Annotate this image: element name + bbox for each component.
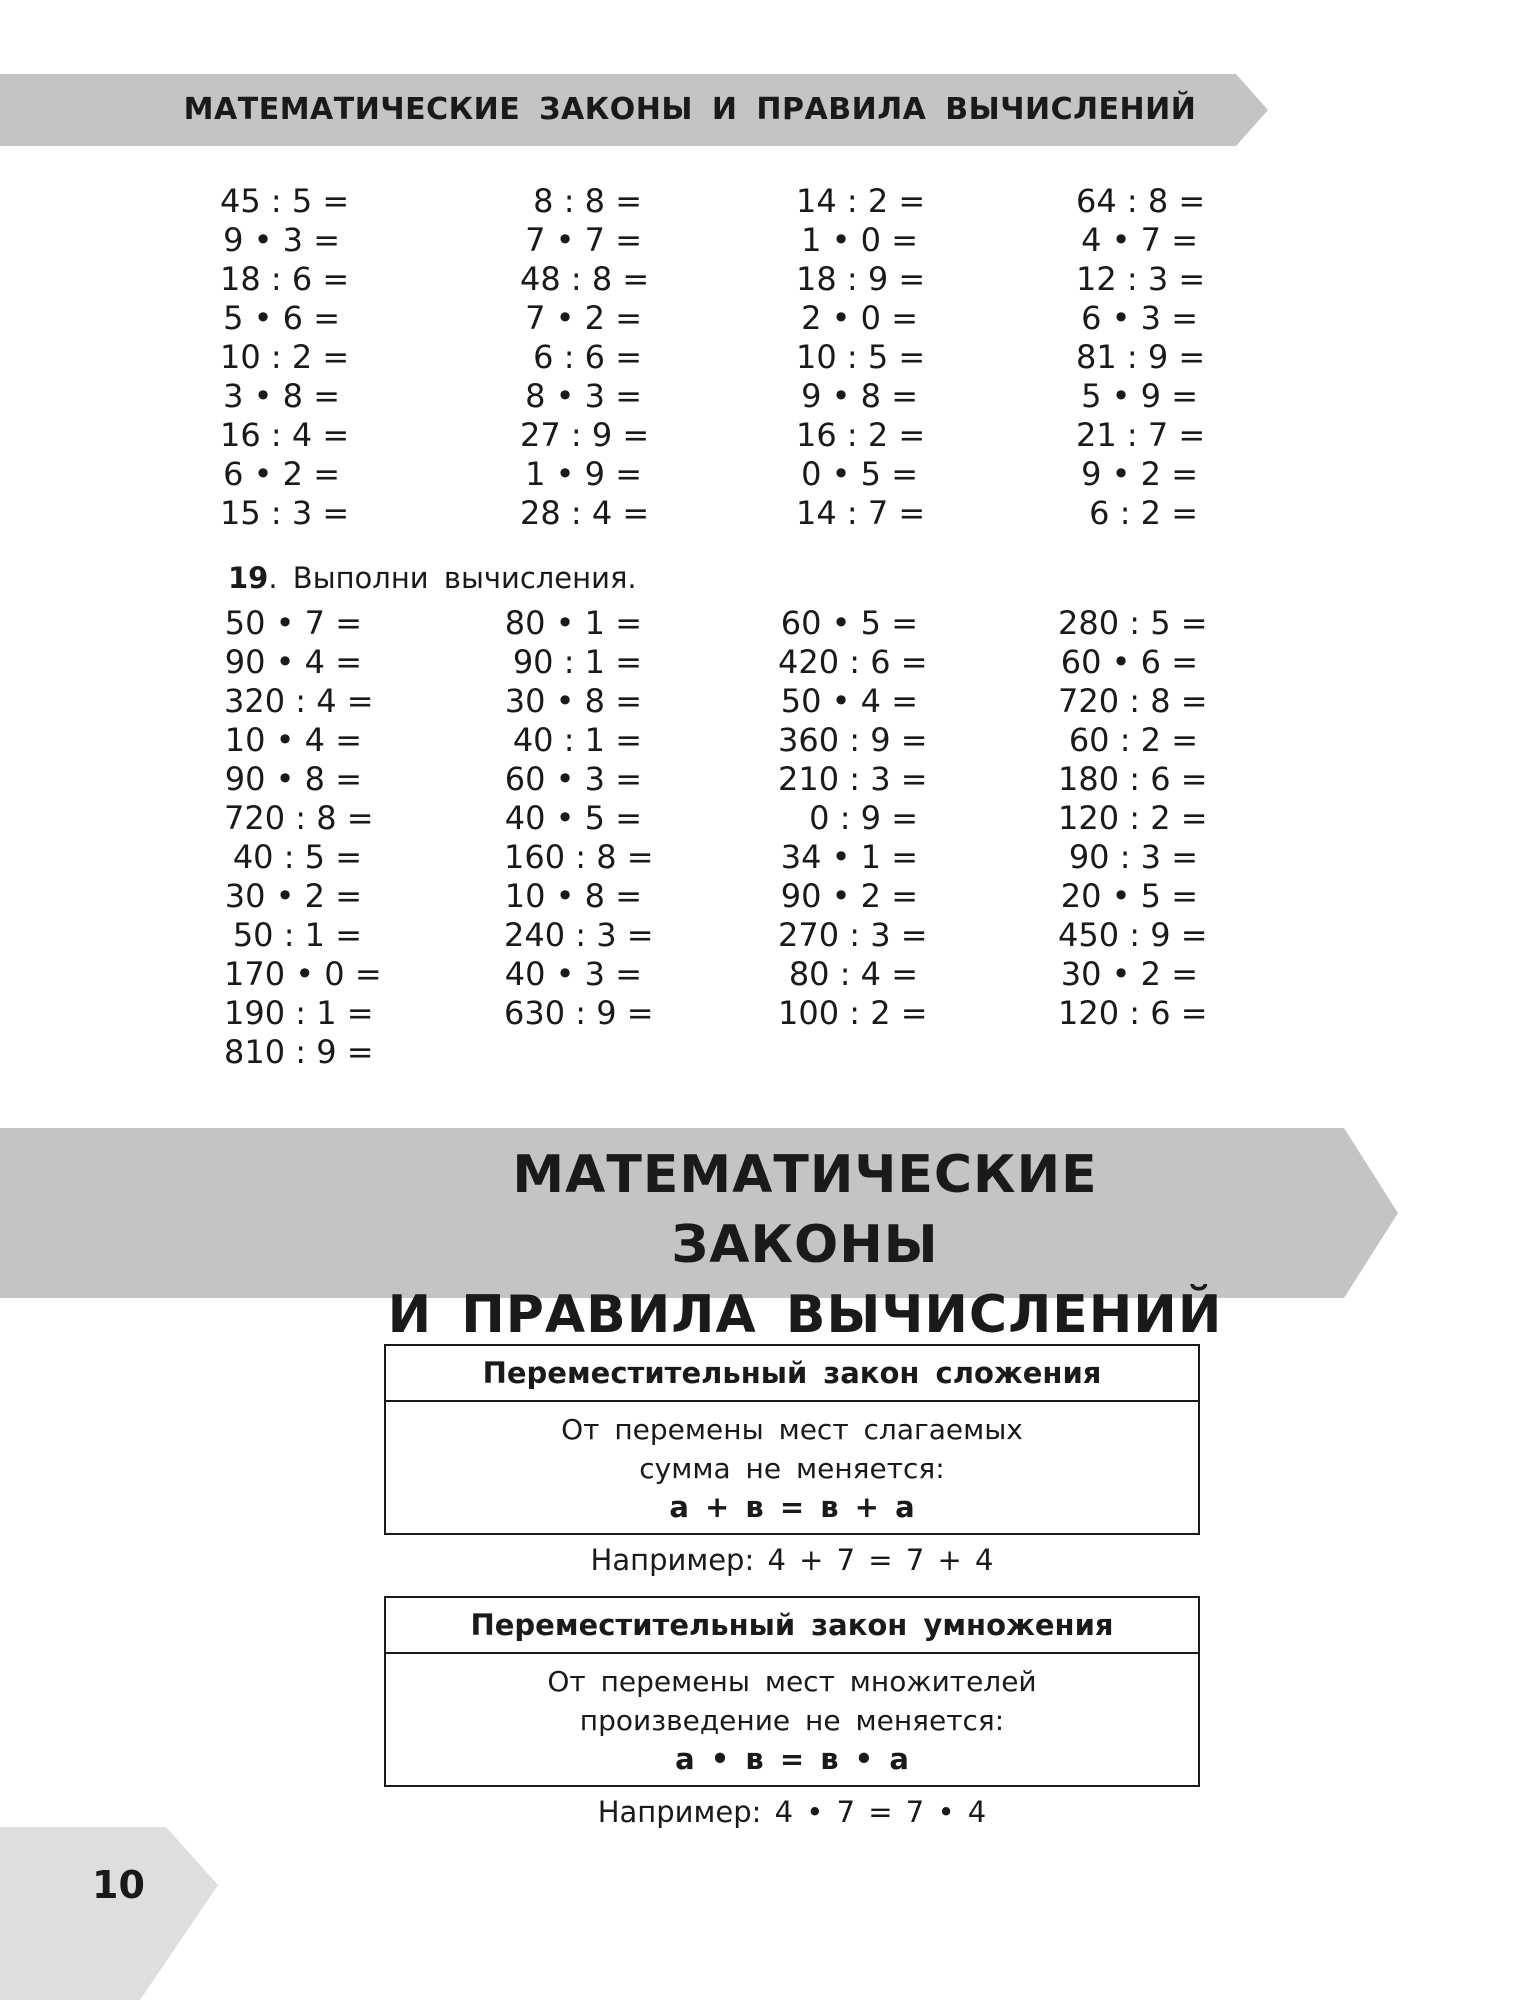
expression: 120 : 2 = [1058, 799, 1208, 837]
expression: 64 : 8 = [1076, 182, 1206, 220]
expression: 90 • 8 = [224, 760, 362, 798]
expression: 16 : 2 = [796, 416, 926, 454]
expression: 810 : 9 = [224, 1033, 374, 1071]
expression: 80 : 4 = [788, 955, 918, 993]
expression: 720 : 8 = [224, 799, 374, 837]
expression: 40 • 5 = [504, 799, 642, 837]
exercise-top-column-2 [520, 182, 650, 533]
expression: 2 • 0 = [801, 299, 918, 337]
expression: 360 : 9 = [778, 721, 928, 759]
expression: 270 : 3 = [778, 916, 928, 954]
expression: 27 : 9 = [520, 416, 650, 454]
expression: 180 : 6 = [1058, 760, 1208, 798]
rule-box-multiplication [384, 1596, 1200, 1787]
expression: 6 • 2 = [223, 455, 340, 493]
expression: 9 • 2 = [1081, 455, 1198, 493]
expression: 160 : 8 = [504, 838, 654, 876]
section-title-line-2: И ПРАВИЛА ВЫЧИСЛЕНИЙ [387, 1285, 1223, 1345]
section-title-line-1: МАТЕМАТИЧЕСКИЕ ЗАКОНЫ [512, 1145, 1098, 1275]
running-header-title: МАТЕМАТИЧЕСКИЕ ЗАКОНЫ И ПРАВИЛА ВЫЧИСЛЕНИЙ [183, 92, 1197, 127]
expression: 28 : 4 = [520, 494, 650, 532]
expression: 6 : 2 = [1089, 494, 1198, 532]
expression: 12 : 3 = [1076, 260, 1206, 298]
expression: 90 • 4 = [224, 643, 362, 681]
expression: 10 : 2 = [220, 338, 350, 376]
expression: 240 : 3 = [504, 916, 654, 954]
exercise-19-column-4 [1058, 604, 1208, 1033]
expression: 320 : 4 = [224, 682, 374, 720]
rule-text-line-2: произведение не меняется: [579, 1704, 1005, 1737]
expression: 50 • 4 = [780, 682, 918, 720]
expression: 190 : 1 = [224, 994, 374, 1032]
expression: 1 • 9 = [525, 455, 642, 493]
expression: 18 : 9 = [796, 260, 926, 298]
exercise-19-column-2 [504, 604, 654, 1033]
expression: 60 : 2 = [1068, 721, 1198, 759]
expression: 450 : 9 = [1058, 916, 1208, 954]
expression: 21 : 7 = [1076, 416, 1206, 454]
expression: 90 : 1 = [512, 643, 642, 681]
expression: 30 • 2 = [1060, 955, 1198, 993]
task-number: 19 [228, 561, 269, 595]
expression: 5 • 6 = [223, 299, 340, 337]
expression: 34 • 1 = [780, 838, 918, 876]
expression: 8 : 8 = [533, 182, 642, 220]
expression: 720 : 8 = [1058, 682, 1208, 720]
expression: 420 : 6 = [778, 643, 928, 681]
expression: 30 • 2 = [224, 877, 362, 915]
expression: 0 • 5 = [801, 455, 918, 493]
expression: 100 : 2 = [778, 994, 928, 1032]
expression: 60 • 6 = [1060, 643, 1198, 681]
expression: 40 : 5 = [232, 838, 362, 876]
expression: 280 : 5 = [1058, 604, 1208, 642]
expression: 48 : 8 = [520, 260, 650, 298]
page-number-tab [0, 1827, 218, 2000]
expression: 120 : 6 = [1058, 994, 1208, 1032]
exercise-19-column-3 [778, 604, 928, 1033]
expression: 40 : 1 = [512, 721, 642, 759]
expression: 81 : 9 = [1076, 338, 1206, 376]
rule-text-line-1: От перемены мест слагаемых [561, 1413, 1023, 1446]
expression: 4 • 7 = [1081, 221, 1198, 259]
expression: 6 • 3 = [1081, 299, 1198, 337]
expression: 30 • 8 = [504, 682, 642, 720]
expression: 50 • 7 = [224, 604, 362, 642]
expression: 10 • 4 = [224, 721, 362, 759]
expression: 15 : 3 = [220, 494, 350, 532]
expression: 20 • 5 = [1060, 877, 1198, 915]
expression: 170 • 0 = [224, 955, 382, 993]
rule-formula: а • в = в • а [675, 1742, 909, 1776]
expression: 10 • 8 = [504, 877, 642, 915]
expression: 9 • 3 = [223, 221, 340, 259]
expression: 14 : 2 = [796, 182, 926, 220]
rule-text-line-2: сумма не меняется: [639, 1452, 945, 1485]
expression: 1 • 0 = [801, 221, 918, 259]
expression: 14 : 7 = [796, 494, 926, 532]
expression: 7 • 2 = [525, 299, 642, 337]
example-addition: Например: 4 + 7 = 7 + 4 [590, 1543, 994, 1577]
exercise-top-column-4 [1076, 182, 1206, 533]
expression: 210 : 3 = [778, 760, 928, 798]
expression: 630 : 9 = [504, 994, 654, 1032]
expression: 18 : 6 = [220, 260, 350, 298]
expression: 7 • 7 = [525, 221, 642, 259]
task-19-heading [228, 558, 637, 598]
expression: 9 • 8 = [801, 377, 918, 415]
exercise-top-column-3 [796, 182, 926, 533]
expression: 6 : 6 = [533, 338, 642, 376]
rule-body [386, 1402, 1198, 1533]
expression: 40 • 3 = [504, 955, 642, 993]
expression: 60 • 5 = [780, 604, 918, 642]
expression: 16 : 4 = [220, 416, 350, 454]
rule-formula: а + в = в + а [669, 1490, 915, 1524]
rule-text-line-1: От перемены мест множителей [547, 1665, 1037, 1698]
exercise-19-column-1 [224, 604, 382, 1072]
rule-title: Переместительный закон сложения [386, 1346, 1198, 1402]
example-multiplication: Например: 4 • 7 = 7 • 4 [597, 1795, 987, 1829]
expression: 10 : 5 = [796, 338, 926, 376]
rule-body [386, 1654, 1198, 1785]
section-title [380, 1140, 1230, 1350]
expression: 5 • 9 = [1081, 377, 1198, 415]
expression: 0 : 9 = [809, 799, 918, 837]
task-instruction: . Выполни вычисления. [268, 561, 637, 595]
expression: 8 • 3 = [525, 377, 642, 415]
rule-title: Переместительный закон умножения [386, 1598, 1198, 1654]
page-number: 10 [92, 1863, 145, 1907]
expression: 80 • 1 = [504, 604, 642, 642]
expression: 50 : 1 = [232, 916, 362, 954]
expression: 60 • 3 = [504, 760, 642, 798]
expression: 90 • 2 = [780, 877, 918, 915]
rule-box-addition [384, 1344, 1200, 1535]
exercise-top-column-1 [220, 182, 350, 533]
expression: 90 : 3 = [1068, 838, 1198, 876]
expression: 45 : 5 = [220, 182, 350, 220]
expression: 3 • 8 = [223, 377, 340, 415]
